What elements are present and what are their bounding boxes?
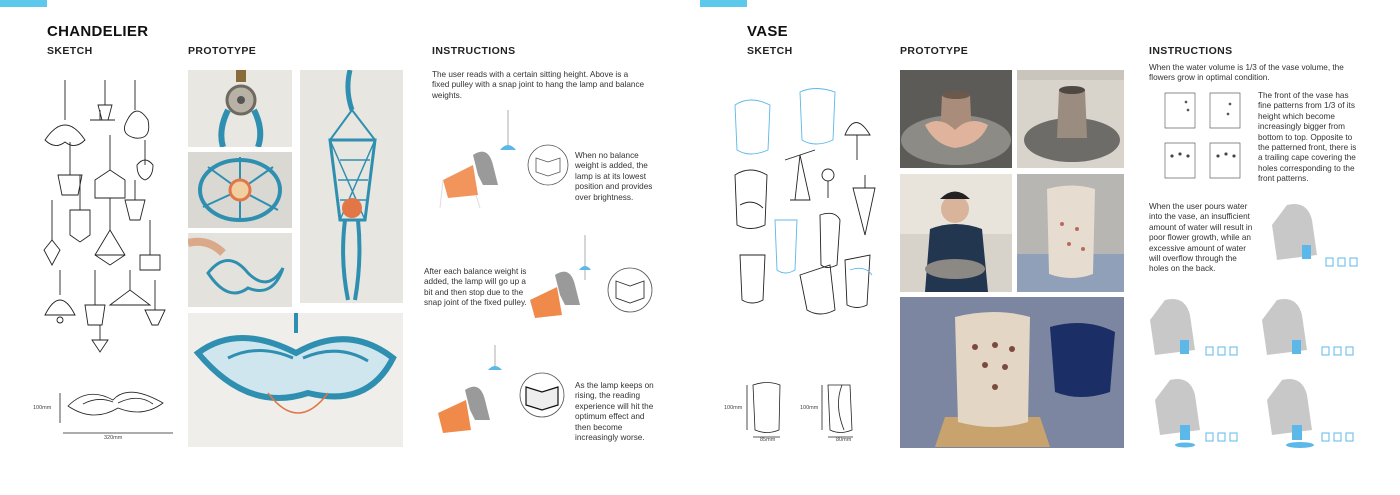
pour-scene-3 [1262, 295, 1372, 370]
step3-text: As the lamp keeps on rising, the reading experience will hit the optimum effect and then become increasingly worse. [575, 381, 654, 443]
vase-intro-text: When the water volume is 1/3 of the vase volume, the flowers grow in optimal condition. [1149, 63, 1344, 83]
step2-text: After each balance weight is added, the lamp will go up a bit and then stop due to the snap joint of the fixed pulley. [424, 267, 527, 308]
chandelier-width-dim: 320mm [104, 435, 123, 441]
vase-front-text: The front of the vase has fine patterns from 1/3 of its height which become increasingly bigger from bottom to top. Opposite to the patterned front, there is a trailing cape covering the holes corresponding to the front patterns. [1258, 91, 1357, 184]
reading-scene-3 [430, 345, 570, 445]
left-sketch-label: SKETCH [47, 45, 93, 57]
vase-dimension-drawing-1 [745, 380, 790, 440]
vase1-height-dim: 100mm [724, 405, 743, 411]
pour-scene-4 [1150, 375, 1260, 455]
vase-sketches [725, 80, 885, 345]
pour-scene-2 [1150, 295, 1260, 370]
pottery-wheel-photo-1 [900, 70, 1012, 168]
left-accent-bar [0, 0, 47, 7]
vase2-height-dim: 100mm [800, 405, 819, 411]
lamp-large-photo [188, 313, 403, 447]
right-sketch-label: SKETCH [747, 45, 793, 57]
vase1-width-dim: 85mm [760, 437, 776, 443]
vase-dimension-drawing-2 [820, 380, 865, 440]
pour-scene-5 [1262, 375, 1372, 455]
pottery-wheel-photo-2 [1017, 70, 1124, 168]
reading-scene-2 [525, 235, 660, 330]
pulley-photo [188, 70, 292, 147]
step1-text: When no balance weight is added, the lamp is at its lowest position and provides over brightness. [575, 151, 653, 202]
right-instructions-label: INSTRUCTIONS [1149, 45, 1233, 57]
left-prototype-label: PROTOTYPE [188, 45, 257, 57]
vase-final-photo [900, 297, 1124, 448]
right-accent-bar [700, 0, 747, 7]
chandelier-height-dim: 100mm [33, 405, 52, 411]
left-page-title: CHANDELIER [47, 23, 149, 40]
vase-with-holes-photo [1017, 174, 1124, 292]
vase-front-diagrams [1160, 88, 1252, 186]
reading-scene-1 [428, 110, 573, 210]
chandelier-dimension-drawing [58, 378, 178, 438]
hanging-lamp-photo [300, 70, 403, 303]
left-instructions-label: INSTRUCTIONS [432, 45, 516, 57]
vase-pour-text: When the user pours water into the vase, an insufficient amount of water will result in poor flower growth, while an excessive amount of water will overflow through the holes on the back. [1149, 202, 1253, 274]
left-intro-text: The user reads with a certain sitting height. Above is a fixed pulley with a snap joint to hang the lamp and balance weights. [432, 70, 645, 100]
vase2-width-dim: 80mm [836, 437, 852, 443]
lamp-top-view-photo [188, 152, 292, 228]
lamp-hand-photo [188, 233, 292, 307]
potter-photo [900, 174, 1012, 292]
pour-scene-1 [1262, 200, 1372, 275]
right-prototype-label: PROTOTYPE [900, 45, 969, 57]
right-page-title: VASE [747, 23, 788, 40]
chandelier-sketches [40, 80, 170, 365]
